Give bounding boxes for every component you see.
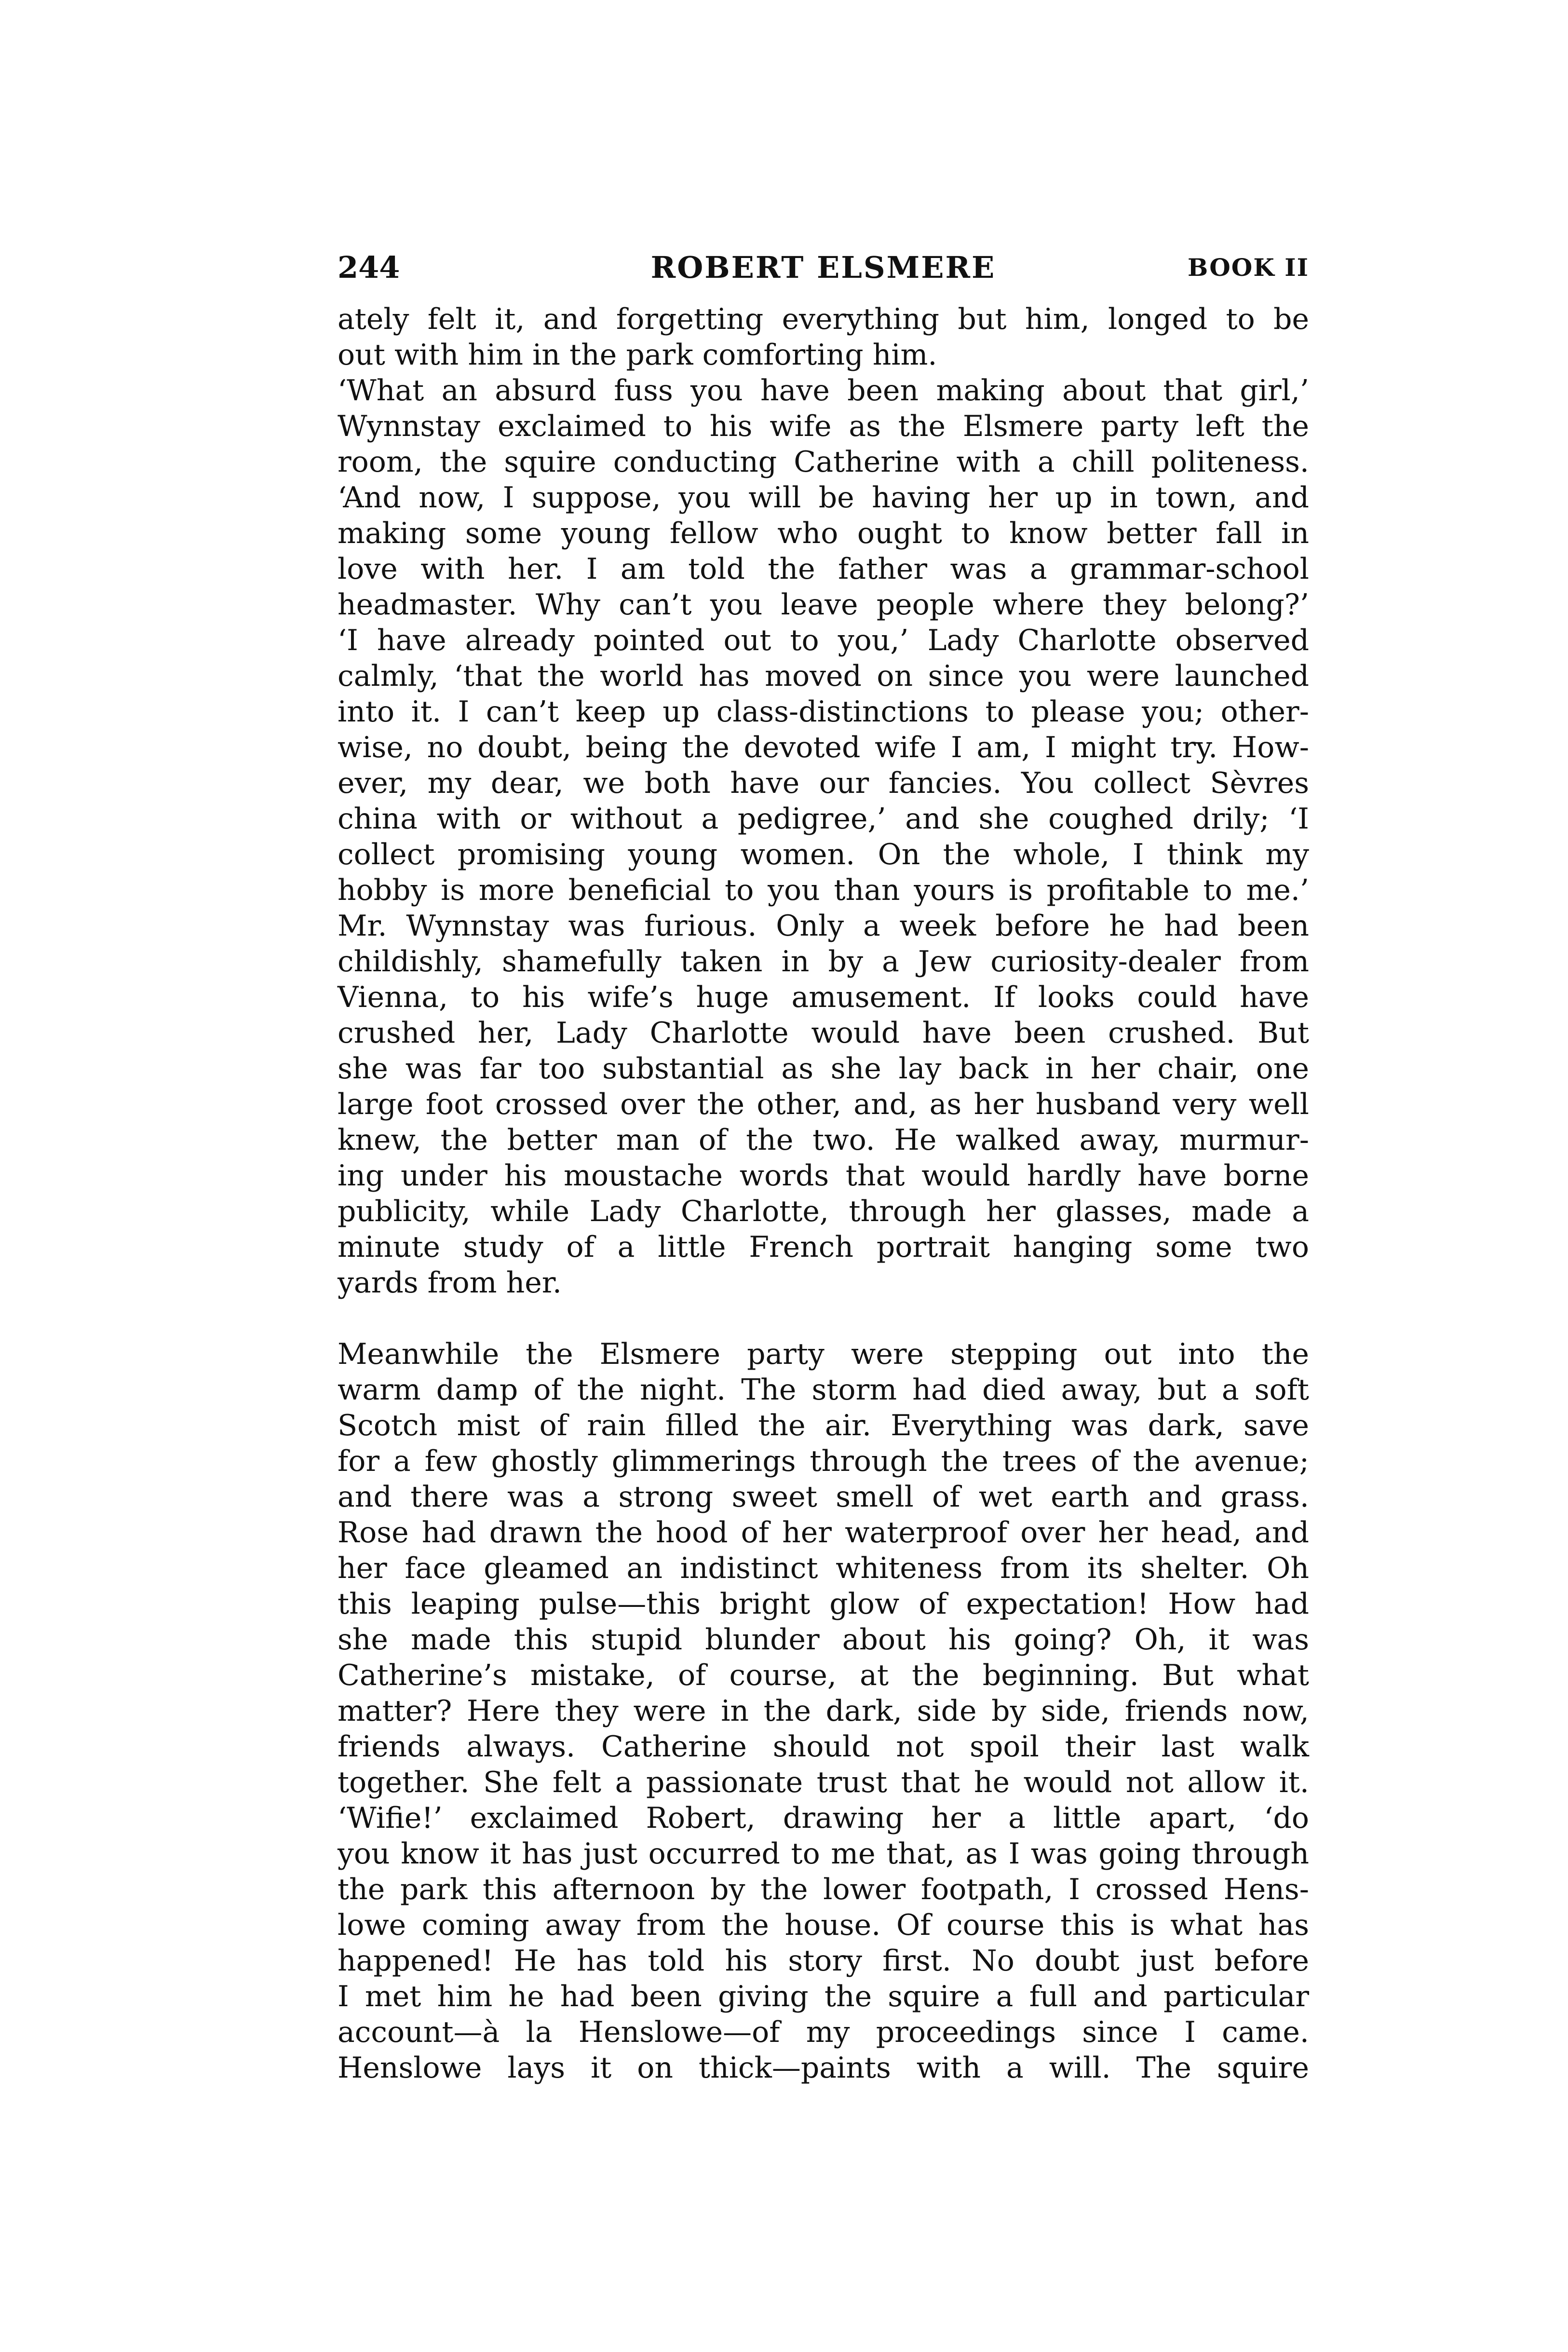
text-line: I met him he had been giving the squire a full and particular — [338, 1980, 1309, 2013]
text-line: hobby is more beneficial to you than yours is profitable to me.’ — [338, 873, 1309, 907]
book-label: BOOK II — [1188, 253, 1309, 282]
text-line: crushed her, Lady Charlotte would have been crushed. But — [338, 1016, 1309, 1050]
text-line: calmly, ‘that the world has moved on since you were launched — [338, 659, 1309, 693]
text-line: account—à la Henslowe—of my proceedings since I came. — [338, 2015, 1309, 2049]
text-line: childishly, shamefully taken in by a Jew curiosity-dealer from — [338, 945, 1309, 979]
text-line: and there was a strong sweet smell of wet earth and grass. — [338, 1480, 1309, 1514]
text-line: knew, the better man of the two. He walked away, murmur- — [338, 1123, 1309, 1157]
text-line: wise, no doubt, being the devoted wife I am, I might try. How- — [338, 731, 1309, 764]
text-line: publicity, while Lady Charlotte, through her glasses, made a — [338, 1195, 1309, 1228]
text-line: ‘I have already pointed out to you,’ Lady Charlotte observed — [338, 624, 1309, 657]
text-line: Henslowe lays it on thick—paints with a will. The squire — [338, 2051, 1309, 2085]
text-line: into it. I can’t keep up class-distinctions to please you; other- — [338, 695, 1309, 729]
text-line: this leaping pulse—this bright glow of expectation! How had — [338, 1587, 1309, 1621]
text-line: you know it has just occurred to me that, as I was going through — [338, 1837, 1309, 1871]
text-line: matter? Here they were in the dark, side by side, friends now, — [338, 1694, 1309, 1728]
text-line: room, the squire conducting Catherine with a chill politeness. — [338, 445, 1309, 479]
text-line: her face gleamed an indistinct whiteness from its shelter. Oh — [338, 1551, 1309, 1585]
text-line: china with or without a pedigree,’ and she coughed drily; ‘I — [338, 802, 1309, 836]
text-line: warm damp of the night. The storm had died away, but a soft — [338, 1373, 1309, 1407]
text-line: she made this stupid blunder about his going? Oh, it was — [338, 1623, 1309, 1657]
text-line: ‘What an absurd fuss you have been making about that girl,’ — [338, 374, 1309, 408]
section-break — [338, 1301, 1309, 1336]
text-line: ‘And now, I suppose, you will be having her up in town, and — [338, 481, 1309, 515]
page-number: 244 — [338, 250, 400, 285]
text-line: ever, my dear, we both have our fancies. You collect Sèvres — [338, 766, 1309, 800]
text-line: out with him in the park comforting him. — [338, 338, 937, 372]
page-header — [338, 248, 1309, 287]
text-line: large foot crossed over the other, and, as her husband very well — [338, 1088, 1309, 1121]
text-line: together. She felt a passionate trust that he would not allow it. — [338, 1766, 1309, 1799]
text-line: Meanwhile the Elsmere party were stepping out into the — [338, 1337, 1309, 1371]
body-text — [338, 301, 1309, 2086]
running-title: ROBERT ELSMERE — [650, 250, 996, 285]
text-line: collect promising young women. On the whole, I think my — [338, 838, 1309, 871]
text-line: friends always. Catherine should not spoil their last walk — [338, 1730, 1309, 1764]
text-line: ately felt it, and forgetting everything but him, longed to be — [338, 302, 1309, 336]
text-line: for a few ghostly glimmerings through the trees of the avenue; — [338, 1444, 1309, 1478]
text-line: love with her. I am told the father was a grammar-school — [338, 552, 1309, 586]
text-line: Vienna, to his wife’s huge amusement. If looks could have — [338, 980, 1309, 1014]
text-line: happened! He has told his story first. No doubt just before — [338, 1944, 1309, 1978]
text-line: ing under his moustache words that would hardly have borne — [338, 1159, 1309, 1193]
text-line: Mr. Wynnstay was furious. Only a week before he had been — [338, 909, 1309, 943]
text-line: yards from her. — [338, 1266, 562, 1300]
text-line: Wynnstay exclaimed to his wife as the Elsmere party left the — [338, 409, 1309, 443]
text-line: ‘Wifie!’ exclaimed Robert, drawing her a little apart, ‘do — [338, 1801, 1309, 1835]
text-line: Catherine’s mistake, of course, at the beginning. But what — [338, 1659, 1309, 1692]
text-line: headmaster. Why can’t you leave people where they belong?’ — [338, 588, 1309, 622]
text-line: she was far too substantial as she lay back in her chair, one — [338, 1052, 1309, 1086]
text-line: Rose had drawn the hood of her waterproof over her head, and — [338, 1516, 1309, 1550]
text-line: the park this afternoon by the lower footpath, I crossed Hens- — [338, 1873, 1309, 1906]
text-line: minute study of a little French portrait hanging some two — [338, 1230, 1309, 1264]
text-line: Scotch mist of rain filled the air. Everything was dark, save — [338, 1409, 1309, 1442]
text-line: making some young fellow who ought to know better fall in — [338, 517, 1309, 550]
text-line: lowe coming away from the house. Of course this is what has — [338, 1908, 1309, 1942]
